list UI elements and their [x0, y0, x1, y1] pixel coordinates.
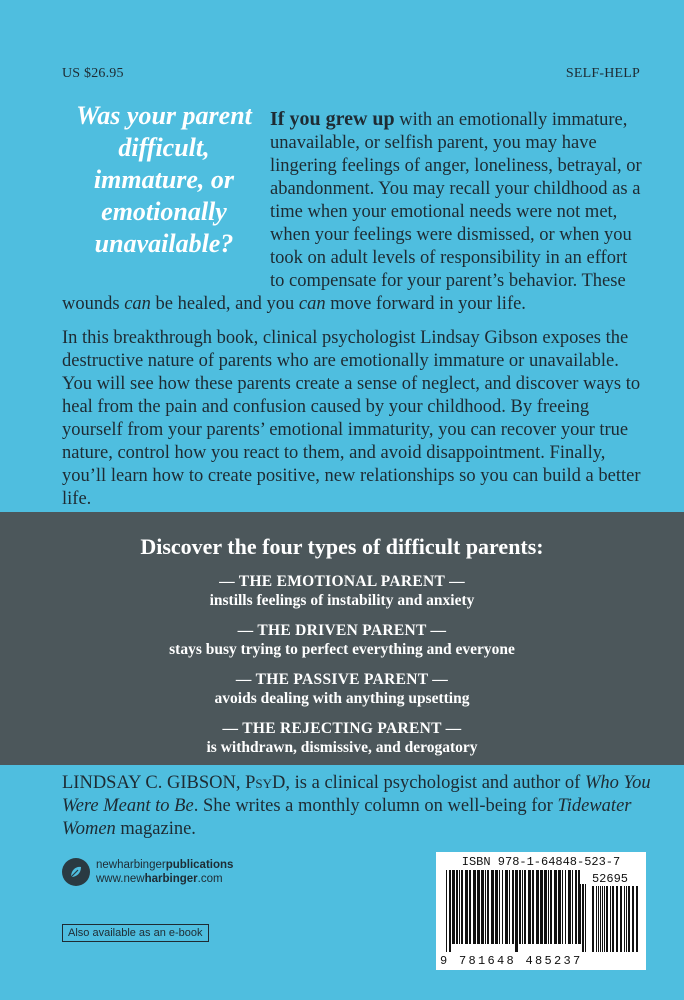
intro-paragraph-2: In this breakthrough book, clinical psychologist Lindsay Gibson exposes the destructive nature of parents who are emotionally immature or unavailable. You will see how these parents create a sense of neglect, and discover ways to heal from the pain and confusion caused by your childhood. By freeing yourself from your parents’ emotional immaturity, you can recover your true nature, control how you react to them, and avoid disappointment. Finally, you’ll learn how to create positive, new relationships so you can build a better life. — [62, 328, 641, 509]
parent-type-name: — THE EMOTIONAL PARENT — — [219, 573, 465, 590]
ebook-note: Also available as an e-book — [62, 924, 209, 942]
parent-type-item — [0, 670, 684, 708]
top-bar — [62, 66, 640, 82]
intro-text — [62, 108, 642, 511]
parent-type-item — [0, 572, 684, 610]
magazine-title: Tidewater Women — [62, 796, 632, 839]
parent-types-list — [0, 572, 684, 757]
publisher-name: newharbingerpublications — [96, 859, 234, 871]
ean-digits: 9 781648 485237 — [440, 954, 583, 968]
author-bio: LINDSAY C. GIBSON, PsyD, is a clinical psychologist and author of Who You Were Meant to Be. She writes a monthly column on well-being for Tidewater Women magazine. — [62, 773, 651, 839]
isbn-text: ISBN 978-1-64848-523-7 — [461, 855, 621, 869]
intro-lead: If you grew up — [270, 108, 395, 130]
band-title: Discover the four types of difficult parents: — [140, 534, 544, 559]
parent-type-item — [0, 621, 684, 659]
parent-type-desc: instills feelings of instability and anxiety — [209, 592, 475, 609]
author-book-title: Who You Were Meant to Be — [62, 773, 651, 816]
parent-types-band — [0, 512, 684, 765]
barcode-addon: 52695 — [591, 872, 629, 884]
author-name: LINDSAY C. GIBSON, — [62, 773, 241, 793]
leaf-icon — [62, 858, 90, 886]
parent-type-desc: is withdrawn, dismissive, and derogatory — [206, 739, 478, 756]
parent-type-desc: stays busy trying to perfect everything and everyone — [169, 641, 515, 658]
price: US $26.95 — [62, 66, 124, 81]
barcode — [436, 852, 646, 970]
publisher-url[interactable]: www.newharbinger.com — [96, 873, 223, 885]
author-credential: PsyD — [245, 773, 286, 793]
publisher-block — [62, 858, 233, 886]
intro-paragraph-1: If you grew up with an emotionally immature, unavailable, or selfish parent, you may have lingering feelings of anger, loneliness, betrayal, or abandonment. You may recall your childhood as a time when your emotional needs were not met, when your feelings were dismissed, or when you took on adult levels of responsibility in an effort to compensate for your parent’s behavior. These wounds can be healed, and you can move forward in your life. — [62, 108, 642, 314]
parent-type-desc: avoids dealing with anything upsetting — [214, 690, 470, 707]
publisher-text — [96, 858, 233, 886]
barcode-addon-label — [580, 870, 640, 884]
parent-type-item — [0, 719, 684, 757]
parent-type-name: — THE PASSIVE PARENT — — [235, 671, 449, 688]
parent-type-name: — THE REJECTING PARENT — — [222, 720, 462, 737]
pull-quote: Was your parent difficult, immature, or emotionally unavailable? — [76, 101, 252, 258]
parent-type-name: — THE DRIVEN PARENT — — [237, 622, 447, 639]
category: SELF-HELP — [565, 66, 640, 81]
